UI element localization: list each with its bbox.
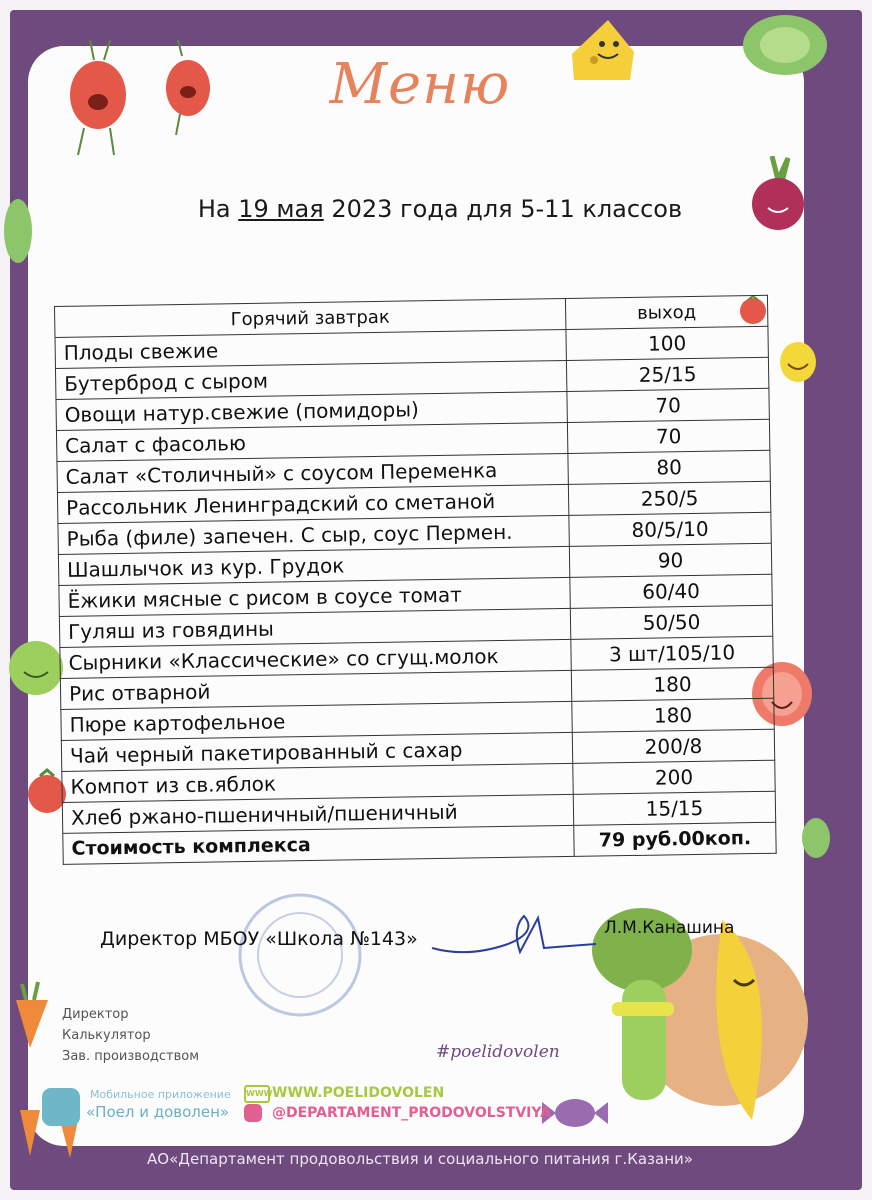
app-caption: Мобильное приложение: [90, 1088, 231, 1101]
dish-name: Шашлычок из кур. Грудок: [58, 546, 569, 585]
dish-name: Рис отварной: [60, 670, 571, 709]
cheese-character-icon: [568, 14, 638, 84]
mobile-app-icon: [42, 1088, 80, 1126]
dish-name: Чай черный пакетированный с сахар: [61, 732, 572, 771]
subtitle-suffix: 2023 года для 5-11 классов: [323, 195, 683, 223]
hashtag: #poelidovolen: [436, 1042, 560, 1062]
organization-footer: АО«Департамент продовольствия и социального питания г.Казани»: [147, 1150, 693, 1168]
column-header-output: выход: [565, 295, 767, 329]
dish-output: 90: [569, 543, 771, 577]
dish-name: Хлеб ржано-пшеничный/пшеничный: [62, 794, 573, 833]
dish-output: 50/50: [570, 605, 772, 639]
director-label: Директор МБОУ «Школа №143»: [100, 928, 418, 950]
staff-director: Директор: [62, 1007, 129, 1022]
leaf-right-icon: [800, 816, 830, 860]
dish-output: 70: [567, 419, 769, 453]
menu-table: [54, 295, 777, 865]
dish-output: 180: [572, 698, 774, 732]
dish-output: 200/8: [572, 729, 774, 763]
dish-name: Овощи натур.свежие (помидоры): [56, 391, 567, 430]
total-label: Стоимость комплекса: [63, 825, 574, 864]
menu-date: 19 мая: [238, 195, 324, 223]
dish-output: 80/5/10: [569, 512, 771, 546]
dish-name: Сырники «Классические» со сгущ.молок: [60, 639, 571, 678]
www-icon: WWW: [244, 1085, 270, 1103]
dish-name: Салат «Столичный» с соусом Переменка: [57, 453, 568, 492]
official-stamp-icon: [220, 890, 380, 1020]
dish-name: Плоды свежие: [55, 329, 566, 368]
staff-calculator: Калькулятор: [62, 1028, 151, 1043]
instagram-handle: @DEPARTAMENT_PRODOVOLSTVIYA: [272, 1105, 552, 1121]
column-header-dish: Горячий завтрак: [55, 298, 566, 337]
dish-name: Бутерброд с сыром: [55, 360, 566, 399]
carrot-character-icon: [8, 980, 56, 1050]
dish-name: Пюре картофельное: [61, 701, 572, 740]
menu-subtitle: [60, 195, 820, 223]
director-name: Л.М.Канашина: [604, 918, 735, 938]
dish-name: Ёжики мясные с рисом в соусе томат: [59, 577, 570, 616]
instagram-icon: [244, 1104, 262, 1122]
dish-name: Рассольник Ленинградский со сметаной: [57, 484, 568, 523]
director-signature-icon: [428, 908, 598, 968]
dish-output: 80: [568, 450, 770, 484]
page-title: Меню: [329, 52, 511, 117]
staff-list: [62, 1004, 199, 1067]
dish-output: 70: [567, 388, 769, 422]
dish-name: Рыба (филе) запечен. С сыр, соус Пермен.: [58, 515, 569, 554]
dish-output: 180: [571, 667, 773, 701]
menu-table-body: [55, 326, 776, 864]
staff-production-head: Зав. производством: [62, 1049, 200, 1064]
dish-output: 3 шт/105/10: [571, 636, 773, 670]
dish-output: 15/15: [573, 791, 775, 825]
lettuce-icon: [740, 10, 830, 80]
dish-output: 100: [566, 326, 768, 360]
smiley-lemon-icon: [778, 340, 818, 384]
tomato-character-icon: [60, 40, 230, 160]
dish-name: Салат с фасолью: [56, 422, 567, 461]
subtitle-prefix: На: [197, 195, 239, 223]
leaf-left-icon: [4, 196, 36, 266]
dish-output: 200: [573, 760, 775, 794]
dish-name: Гуляш из говядины: [59, 608, 570, 647]
dish-output: 60/40: [570, 574, 772, 608]
total-price: 79 руб.00коп.: [574, 822, 776, 856]
dish-name: Компот из св.яблок: [62, 763, 573, 802]
apple-character-icon: [6, 628, 66, 698]
app-name: «Поел и доволен»: [86, 1103, 230, 1121]
dish-output: 25/15: [566, 357, 768, 391]
website-link: WWW.POELIDOVOLEN: [272, 1085, 445, 1101]
dish-output: 250/5: [568, 481, 770, 515]
